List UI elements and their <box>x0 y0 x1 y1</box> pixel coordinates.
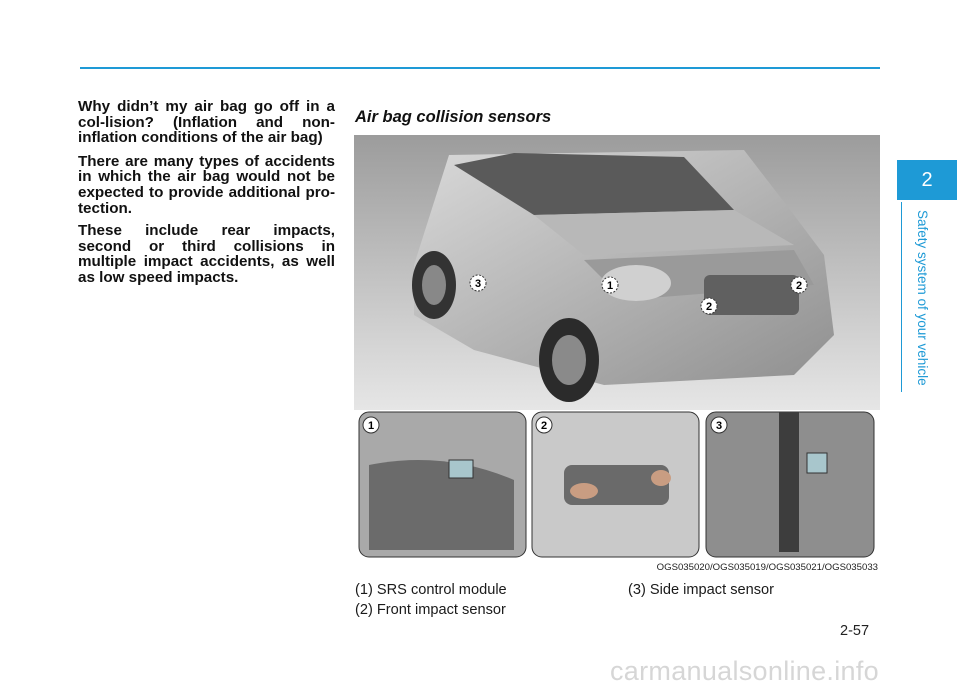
car-illustration <box>354 135 880 574</box>
chapter-tab-line <box>901 202 902 392</box>
body-paragraph-1: There are many types of accidents in which the air bag would not be expected to provide additional pro-tection. <box>78 152 335 217</box>
caption-front-impact-sensor: (2) Front impact sensor <box>355 602 506 618</box>
sensor-figure <box>354 135 880 574</box>
watermark: carmanualsonline.info <box>610 656 879 686</box>
page-number: 2-57 <box>840 623 870 639</box>
figure-code: OGS035020/OGS035019/OGS035021/OGS035033 <box>656 562 878 573</box>
caption-side-impact-sensor: (3) Side impact sensor <box>628 582 774 598</box>
caption-srs-control-module: (1) SRS control module <box>355 582 507 598</box>
top-rule <box>80 67 880 69</box>
inset-label-2: 2 <box>540 420 548 432</box>
left-column <box>78 99 335 293</box>
inset-label-1: 1 <box>367 420 375 432</box>
section-title: Air bag collision sensors <box>355 108 552 126</box>
body-paragraph-2: These include rear impacts, second or third collisions in multiple impact accidents, as well as low speed impacts. <box>78 222 335 286</box>
callout-2-left: 2 <box>705 301 713 313</box>
chapter-tab: 2 <box>897 160 957 200</box>
callout-2-right: 2 <box>795 280 803 292</box>
question-paragraph: Why didn’t my air bag go off in a col-lision? (Inflation and non-inflation conditions of the air bag) <box>78 98 335 147</box>
callout-1: 1 <box>606 280 614 292</box>
inset-label-3: 3 <box>715 420 723 432</box>
chapter-title: Safety system of your vehicle <box>915 210 930 386</box>
callout-3: 3 <box>474 278 482 290</box>
